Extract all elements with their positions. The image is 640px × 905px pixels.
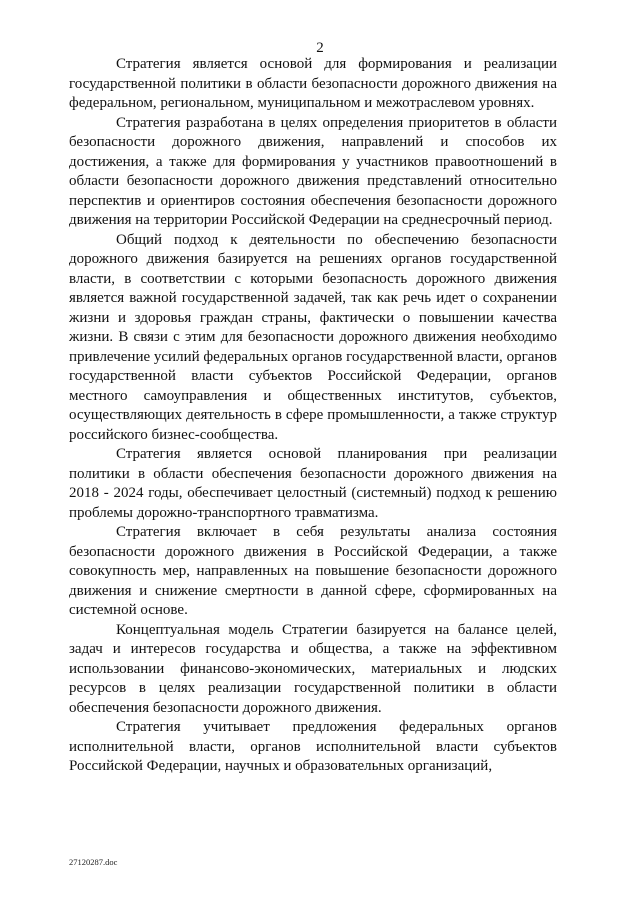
paragraph-4: Стратегия является основой планирования при реализации политики в области обеспечения безопасности дорожного движения на 2018 - 2024 годы, обеспечивает целостный (системный) подход к решению проблемы дорожно-транспортного травматизма. (69, 446, 557, 521)
document-file-code: 27120287.doc (69, 857, 118, 867)
paragraph-1: Стратегия является основой для формирования и реализации государственной политики в области безопасности дорожного движения на федеральном, региональном, муниципальном и межотраслевом уровнях. (69, 56, 557, 111)
paragraph-3: Общий подход к деятельности по обеспечению безопасности дорожного движения базируется на решениях органов государственной власти, в соответствии с которыми безопасность дорожного движения является важной государственной задачей, так как речь идет о сохранении жизни и здоровья граждан страны, фактически о повышении качества жизни. В связи с этим для безопасности дорожного движения необходимо привлечение усилий федеральных органов государственной власти, органов государственной власти субъектов Российской Федерации, органов местного самоуправления и общественных институтов, субъектов, осуществляющих деятельность в сфере промышленности, а также структур российского бизнес-сообщества. (69, 231, 557, 443)
paragraph-2: Стратегия разработана в целях определения приоритетов в области безопасности дорожного движения, направлений и способов их достижения, а также для формирования у участников правоотношений в области безопасности дорожного движения представлений относительно перспектив и ориентиров состояния обеспечения безопасности дорожного движения на территории Российской Федерации на среднесрочный период. (69, 114, 557, 228)
paragraph-5: Стратегия включает в себя результаты анализа состояния безопасности дорожного движения в Российской Федерации, а также совокупность мер, направленных на повышение безопасности дорожного движения и снижение смертности в данной сфере, сформированных на системной основе. (69, 524, 557, 618)
page-number: 2 (316, 40, 324, 56)
paragraph-7: Стратегия учитывает предложения федеральных органов исполнительной власти, органов исполнительной власти субъектов Российской Федерации, научных и образовательных организаций, (69, 719, 557, 774)
paragraph-6: Концептуальная модель Стратегии базируется на балансе целей, задач и интересов государства и общества, а также на эффективном использовании финансово-экономических, материальных и людских ресурсов в целях реализации государственной политики в области обеспечения безопасности дорожного движения. (69, 621, 557, 716)
document-body (69, 55, 557, 777)
